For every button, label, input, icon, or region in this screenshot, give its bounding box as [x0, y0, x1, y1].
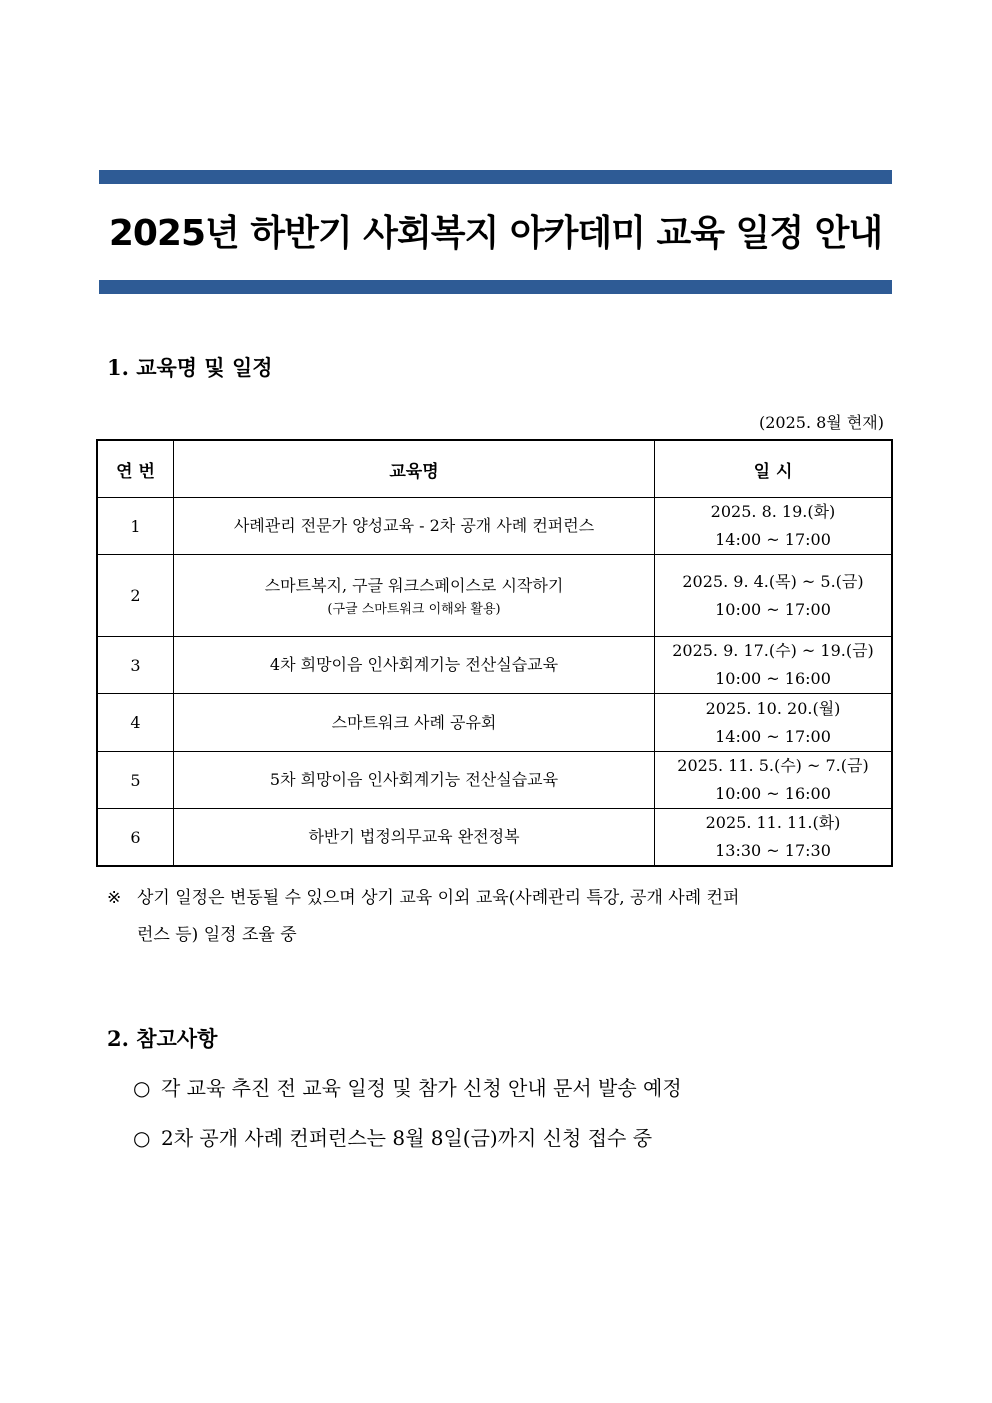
list-item-text: 각 교육 추진 전 교육 일정 및 참가 신청 안내 문서 발송 예정: [161, 1076, 682, 1100]
note-text-1: 상기 일정은 변동될 수 있으며 상기 교육 이외 교육(사례관리 특강, 공개 사례 컨퍼: [137, 888, 740, 908]
row-name-text: 스마트워크 사례 공유회: [331, 712, 497, 732]
row-no: 1: [97, 498, 174, 555]
row-name: [174, 555, 655, 637]
list-item: [133, 1072, 682, 1101]
row-datetime: [655, 498, 893, 555]
row-date: 2025. 9. 4.(목) ~ 5.(금): [682, 571, 864, 591]
as-of-date: (2025. 8월 현재): [758, 413, 884, 432]
circle-bullet-icon: ○: [133, 1126, 151, 1150]
table-row: [97, 555, 892, 637]
row-name: [174, 637, 655, 694]
schedule-table: [96, 439, 893, 867]
row-datetime: [655, 694, 893, 752]
row-name-subtitle: (구글 스마트워크 이해와 활용): [327, 601, 501, 617]
row-name-text: 스마트복지, 구글 워크스페이스로 시작하기: [264, 575, 564, 595]
row-name: [174, 809, 655, 867]
row-datetime: [655, 637, 893, 694]
row-name-text: 하반기 법정의무교육 완전정복: [308, 827, 520, 846]
row-name-text: 4차 희망이음 인사회계기능 전산실습교육: [269, 655, 559, 674]
row-datetime: [655, 809, 893, 867]
table-row: [97, 694, 892, 752]
row-name: [174, 498, 655, 555]
row-time: 10:00 ~ 16:00: [715, 669, 831, 688]
row-time: 14:00 ~ 17:00: [715, 530, 831, 549]
row-no: 2: [97, 555, 174, 637]
title-top-bar: [99, 170, 892, 184]
list-item-text: 2차 공개 사례 컨퍼런스는 8월 8일(금)까지 신청 접수 중: [161, 1126, 653, 1150]
row-no: 4: [97, 694, 174, 752]
section2-heading: 2. 참고사항: [107, 1026, 218, 1051]
header-name: 교육명: [174, 440, 655, 498]
document-title: 2025년 하반기 사회복지 아카데미 교육 일정 안내: [108, 213, 883, 254]
list-item: [133, 1122, 652, 1151]
header-date: 일 시: [655, 440, 893, 498]
table-row: [97, 498, 892, 555]
row-no: 5: [97, 752, 174, 809]
table-row: [97, 752, 892, 809]
table-row: [97, 809, 892, 867]
row-time: 10:00 ~ 16:00: [715, 784, 831, 803]
row-time: 13:30 ~ 17:30: [715, 841, 831, 860]
row-date: 2025. 10. 20.(월): [705, 698, 841, 718]
section1-heading: 1. 교육명 및 일정: [107, 355, 273, 380]
row-name-text: 5차 희망이음 인사회계기능 전산실습교육: [269, 770, 559, 789]
table-row: [97, 637, 892, 694]
row-date: 2025. 9. 17.(수) ~ 19.(금): [672, 641, 874, 660]
schedule-note: [107, 880, 893, 954]
note-line-2: 런스 등) 일정 조율 중: [137, 925, 297, 945]
row-no: 3: [97, 637, 174, 694]
row-name: [174, 752, 655, 809]
note-line-1: [107, 880, 893, 917]
table-header-row: [97, 440, 892, 498]
row-date: 2025. 11. 5.(수) ~ 7.(금): [677, 756, 869, 775]
row-time: 14:00 ~ 17:00: [715, 726, 831, 746]
row-name: [174, 694, 655, 752]
row-datetime: [655, 752, 893, 809]
row-name-text: 사례관리 전문가 양성교육 - 2차 공개 사례 컨퍼런스: [233, 516, 595, 535]
row-time: 10:00 ~ 17:00: [715, 599, 831, 619]
row-no: 6: [97, 809, 174, 867]
header-no: 연 번: [97, 440, 174, 498]
reference-mark-icon: ※: [107, 888, 122, 908]
title-bottom-bar: [99, 280, 892, 294]
row-date: 2025. 8. 19.(화): [710, 502, 836, 521]
row-date: 2025. 11. 11.(화): [705, 813, 841, 832]
row-datetime: [655, 555, 893, 637]
circle-bullet-icon: ○: [133, 1076, 151, 1100]
